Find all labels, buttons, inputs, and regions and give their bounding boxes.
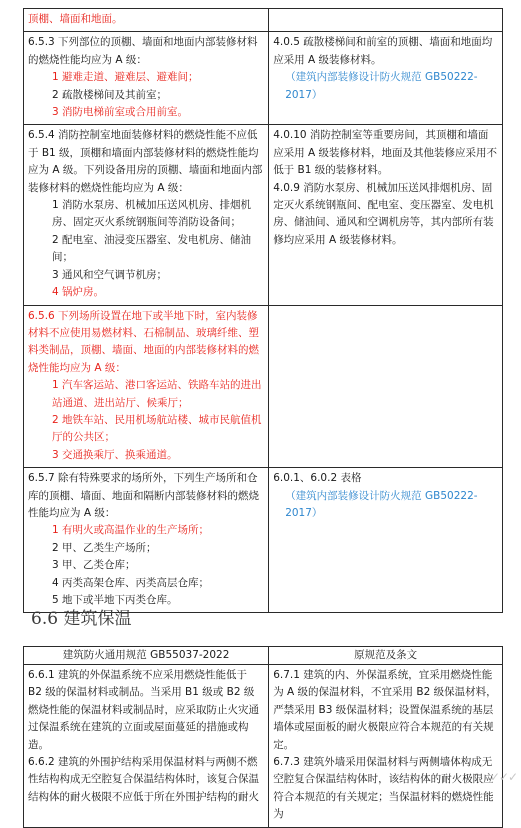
old-code-cell — [269, 468, 503, 613]
clause-paragraph: 6.0.1、6.0.2 表格 — [273, 472, 362, 485]
comparison-table-fire-code — [23, 8, 503, 613]
new-code-cell — [24, 665, 269, 828]
table-row — [24, 9, 503, 32]
clause-paragraph: 1 汽车客运站、港口客运站、铁路车站的进出站通道、进出站厅、候乘厅； — [52, 379, 262, 409]
comparison-table-body — [24, 9, 503, 613]
header-old-code: 原规范及条文 — [269, 647, 503, 665]
table-row — [24, 305, 503, 468]
clause-paragraph: 1 避难走道、避难层、避难间； — [52, 71, 199, 84]
header-new-code: 建筑防火通用规范 GB55037-2022 — [24, 647, 269, 665]
clause-paragraph: 顶棚、墙面和地面。 — [28, 13, 123, 25]
table-row — [24, 665, 503, 828]
clause-paragraph: 2 地铁车站、民用机场航站楼、城市民航值机厅的公共区； — [52, 413, 262, 444]
clause-paragraph: 6.7.1 建筑的内、外保温系统，宜采用燃烧性能为 A 级的保温材料，不宜采用 B2 级保温材料，严禁采用 B3 级保温材料；设置保温系统的基层墙体或屋面板的耐火极限应符合本规范的有关规定。 — [273, 669, 497, 751]
clause-paragraph: 6.5.4 消防控制室地面装修材料的燃烧性能不应低于 B1 级，顶棚和墙面内部装修材料的燃烧性能均应为 A 级。下列设备用房的顶棚、墙面和地面内部装修材料的燃烧性能均应为 A 级： — [28, 129, 263, 194]
clause-paragraph: 4.0.10 消防控制室等重要房间，其顶棚和墙面应采用 A 级装修材料，地面及其他装修应采用不低于 B1 级的装修材料。 — [273, 129, 498, 177]
clause-paragraph: 6.5.7 除有特殊要求的场所外，下列生产场所和仓库的顶棚、墙面、地面和隔断内部装修材料的燃烧性能均应为 A 级： — [28, 472, 259, 519]
clause-paragraph: 1 有明火或高温作业的生产场所； — [52, 524, 210, 537]
comparison-table-insulation — [23, 646, 503, 828]
clause-paragraph: 3 消防电梯前室或合用前室。 — [52, 106, 189, 119]
clause-paragraph: 6.7.3 建筑外墙采用保温材料与两侧墙体构成无空腔复合保温结构体时，该结构体的耐火极限应符合本规范的有关规定；当保温材料的燃烧性能为 — [273, 756, 494, 821]
old-code-cell — [269, 665, 503, 828]
clause-paragraph: 4 丙类高架仓库、丙类高层仓库； — [52, 576, 210, 589]
old-code-cell — [269, 32, 503, 125]
clause-paragraph: 5 地下或半地下丙类仓库。 — [52, 594, 178, 606]
clause-paragraph: 6.6.2 建筑的外围护结构采用保温材料与两侧不燃性结构构成无空腔复合保温结构体时，该复合保温结构体的耐火极限不应低于所在外围护结构的耐火 — [28, 756, 259, 803]
old-code-cell — [269, 125, 503, 305]
table-row — [24, 125, 503, 305]
comparison-table-body — [24, 665, 503, 828]
section-heading: 6.6 建筑保温 — [31, 609, 132, 629]
clause-paragraph: 3 甲、乙类仓库； — [52, 559, 136, 572]
clause-paragraph: 4.0.5 疏散楼梯间和前室的顶棚、墙面和地面均应采用 A 级装修材料。 — [273, 36, 493, 66]
new-code-cell — [24, 9, 269, 32]
clause-paragraph: 6.6.1 建筑的外保温系统不应采用燃烧性能低于 B2 级的保温材料或制品。当采用 B1 级或 B2 级燃烧性能的保温材料或制品时，应采取防止火灾通过保温系统在建筑的立面或屋面蔓延的措施或构造。 — [28, 669, 259, 751]
new-code-cell — [24, 125, 269, 305]
clause-paragraph: （建筑内部装修设计防火规范 GB50222-2017） — [285, 71, 478, 101]
clause-paragraph: 1 消防水泵房、机械加压送风机房、排烟机房、固定灭火系统钢瓶间等消防设备间； — [52, 199, 252, 229]
new-code-cell — [24, 468, 269, 613]
clause-paragraph: （建筑内部装修设计防火规范 GB50222-2017） — [285, 489, 478, 519]
clause-paragraph: 2 配电室、油浸变压器室、发电机房、储油间； — [52, 233, 252, 264]
clause-paragraph: 6.5.3 下列部位的顶棚、墙面和地面内部装修材料的燃烧性能均应为 A 级： — [28, 36, 258, 66]
old-code-cell — [269, 305, 503, 468]
new-code-cell — [24, 32, 269, 125]
old-code-cell — [269, 9, 503, 32]
clause-paragraph: 4.0.9 消防水泵房、机械加压送风排烟机房、固定灭火系统钢瓶间、配电室、变压器室、发电机房、储油间、通风和空调机房等，其内部所有装修均应采用 A 级装修材料。 — [273, 181, 494, 246]
clause-paragraph: 2 疏散楼梯间及其前室； — [52, 88, 168, 101]
clause-paragraph: 3 通风和空气调节机房； — [52, 268, 168, 281]
table-header-row — [24, 647, 503, 665]
table-row — [24, 32, 503, 125]
clause-paragraph: 2 甲、乙类生产场所； — [52, 541, 157, 554]
clause-paragraph: 3 交通换乘厅、换乘通道。 — [52, 448, 178, 461]
new-code-cell — [24, 305, 269, 468]
table-row — [24, 468, 503, 613]
clause-paragraph: 6.5.6 下列场所设置在地下或半地下时，室内装修材料不应使用易燃材料、石棉制品、玻璃纤维、塑料类制品，顶棚、墙面、地面的内部装修材料的燃烧性能均应为 A 级： — [28, 309, 259, 374]
clause-paragraph: 4 锅炉房。 — [52, 286, 105, 299]
checkmark-marks: ✓✓✓ — [489, 770, 517, 784]
